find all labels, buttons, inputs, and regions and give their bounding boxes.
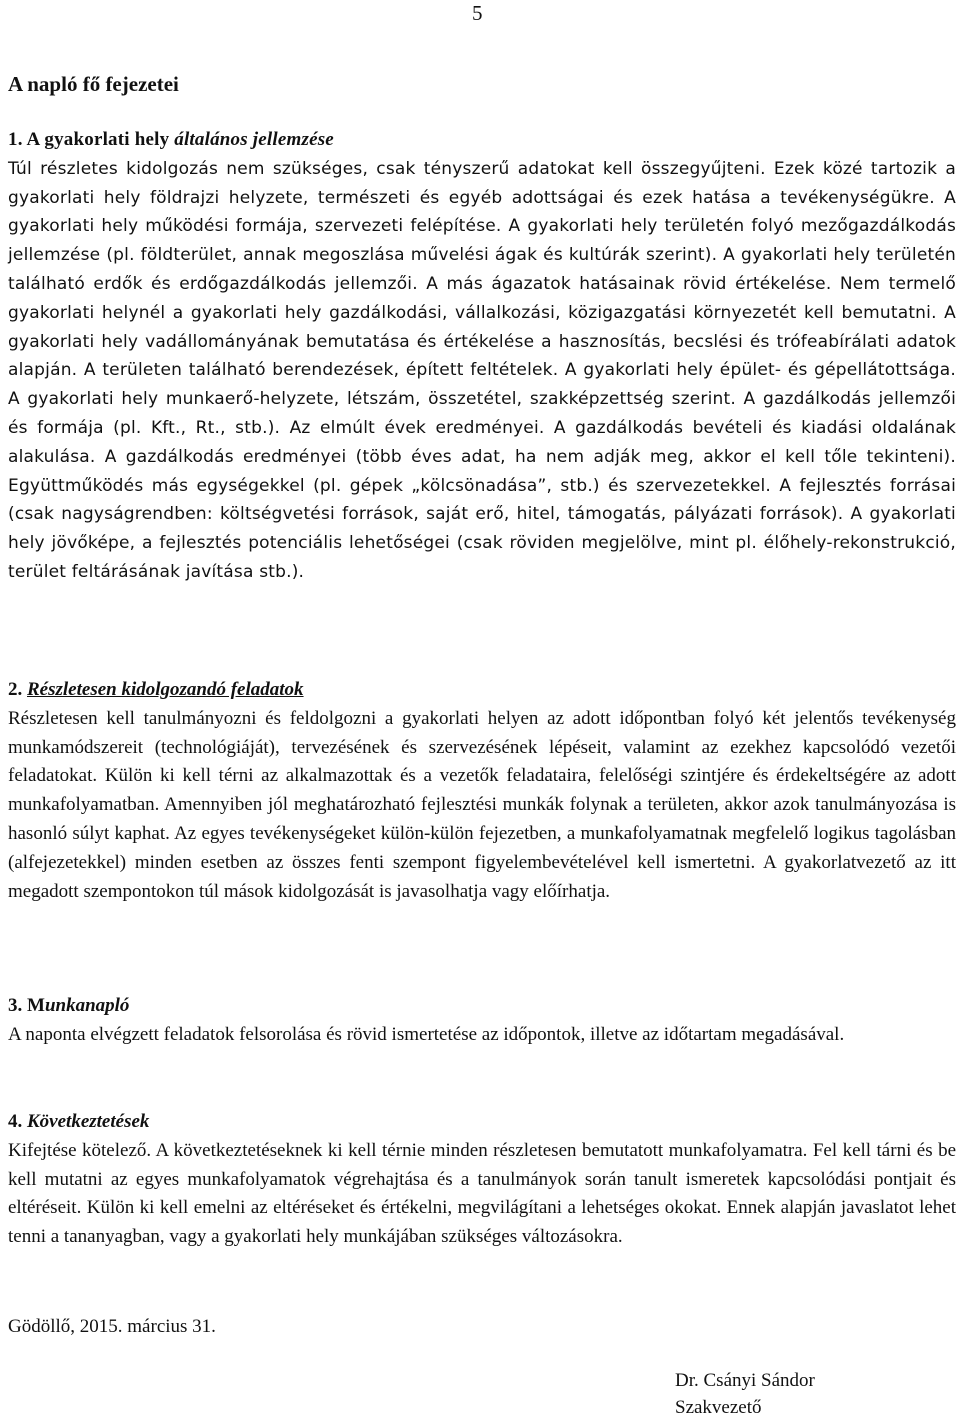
section-3 [8,992,956,1050]
section-1-body: Túl részletes kidolgozás nem szükséges, csak tényszerű adatokat kell összegyűjteni. Ezek közé tartozik a gyakorlati hely földrajzi helyzete, természeti és egyéb adottságai és ezek hatása a tevékenységükre. A gyakorlati hely működési formája, szervezeti felépítése. A gyakorlati hely területén folyó mezőgazdálkodás jellemzése (pl. földterület, annak megoszlása művelési ágak és kultúrák szerint). A gyakorlati hely területén található erdők és erdőgazdálkodás jellemzői. A más ágazatok hatásainak rövid értékelése. Nem termelő gyakorlati helynél a gyakorlati hely gazdálkodási, vállalkozási, közigazgatási környezetét kell bemutatni. A gyakorlati hely vadállományának bemutatása és értékelése a hasznosítás, becslési és trófeabírálati adatok alapján. A területen található berendezések, épített feltételek. A gyakorlati hely épület- és gépellátottsága. A gyakorlati hely munkaerő-helyzete, létszám, összetétel, szakképzettség szerint. A gazdálkodás jellemzői és formája (pl. Kft., Rt., stb.). Az elmúlt évek eredményei. A gazdálkodás bevételi és kiadási oldalának alakulása. A gazdálkodás eredményei (több éves adat, ha nem adják meg, akkor el kell tőle tekinteni). Együttműködés más egységekkel (pl. gépek „kölcsönadása”, stb.) és szervezetekkel. A fejlesztés forrásai (csak nagyságrendben: költségvetési források, saját erő, hitel, támogatás, pályázati források). A gyakorlati hely jövőképe, a fejlesztés potenciális lehetőségei (csak röviden megjelölve, mint pl. élőhely-rekonstrukció, terület feltárásának javítása stb.). [8,158,956,582]
signature-name: Dr. Csányi Sándor [675,1370,815,1391]
section-4-body: Kifejtése kötelező. A következtetéseknek ki kell térnie minden részletesen bemutatott munkafolyamatra. Fel kell tárni és be kell mutatni az egyes munkafolyamatok végrehajtása és a tanulmányok során tanult ismeretek kapcsolódási pontjait és eltéréseit. Külön ki kell emelni az eltéréseket és értékelni, megvilágítani a lehetséges okokat. Ennek alapján javaslatot lehet tenni a tananyagban, vagy a gyakorlati hely munkájában szükséges változásokra. [8,1139,956,1248]
section-4-number: 4. [8,1111,27,1132]
section-3-heading [8,992,956,1021]
section-2-number: 2. [8,679,27,700]
section-1 [8,126,956,587]
section-2-title: Részletesen kidolgozandó feladatok [27,679,304,700]
main-title: A napló fő fejezetei [8,72,179,96]
section-1-number: 1. A gyakorlati hely [8,129,175,150]
page-number: 5 [472,1,483,25]
section-2-heading [8,676,956,705]
section-3-body: A naponta elvégzett feladatok felsorolása és rövid ismertetése az időpontok, illetve az időtartam megadásával. [8,1023,845,1045]
signature-title: Szakvezető [675,1397,762,1418]
section-2 [8,676,956,906]
section-2-body: Részletesen kell tanulmányozni és feldolgozni a gyakorlati helyen az adott időpontban folyó két jelentős tevékenység munkamódszereit (technológiáját), tervezésének és szervezésének lépéseit, valamint az ezekhez kapcsolódó vezetői feladatokat. Külön ki kell térni az alkalmazottak és a vezetők feladataira, felelőségi szintjére és érdekeltségére az adott munkafolyamatban. Amennyiben jól meghatározható fejlesztési munkák folynak a területen, akkor azok tanulmányozása is hasonló súlyt kaphat. Az egyes tevékenységeket külön-külön fejezetben, a munkafolyamatnak megfelelő logikus tagolásban (alfejezetekkel) minden esetben az összes fenti szempont figyelembevételével kell ismertetni. A gyakorlatvezető az itt megadott szempontokon túl mások kidolgozását is javasolhatja vagy előírhatja. [8,707,956,902]
section-4 [8,1108,956,1252]
place-date: Gödöllő, 2015. március 31. [8,1316,216,1337]
section-1-title: általános jellemzése [174,129,334,150]
section-4-title: Következtetések [27,1111,150,1132]
section-4-heading [8,1108,956,1137]
section-3-title: unkanapló [44,995,130,1016]
section-3-number: 3. M [8,995,45,1016]
section-1-heading [8,126,956,155]
